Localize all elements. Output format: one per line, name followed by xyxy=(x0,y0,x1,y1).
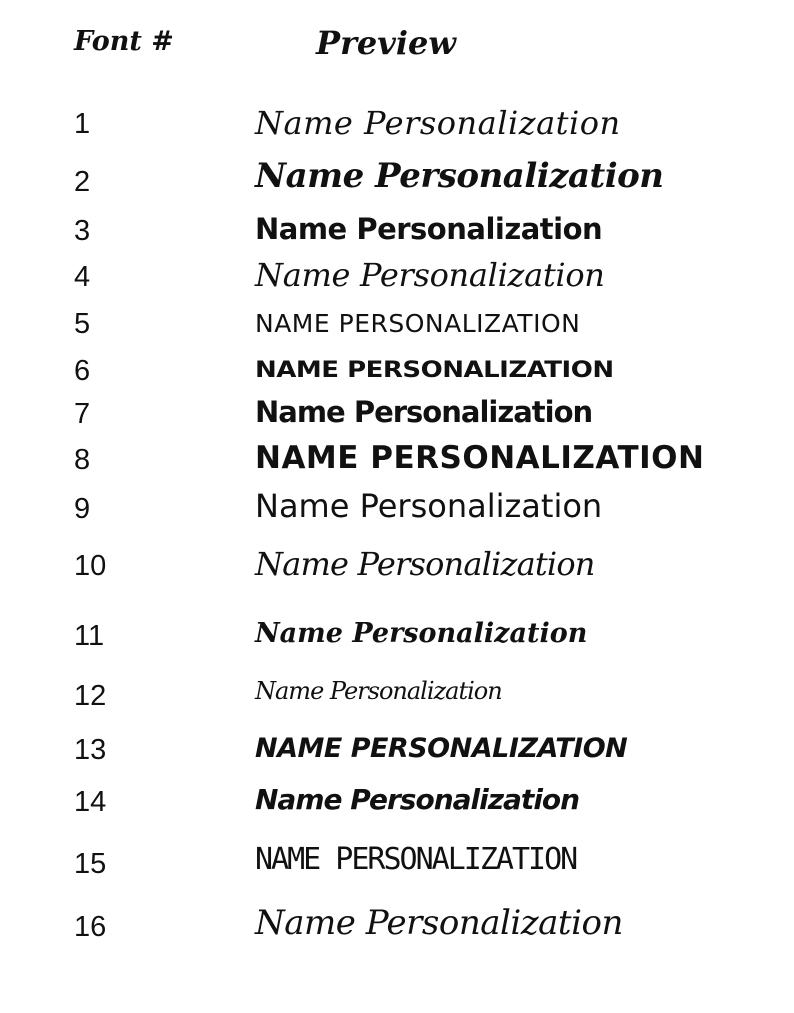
font-number: 4 xyxy=(74,261,91,293)
font-row-7 xyxy=(0,395,794,430)
font-preview: NAME PERSONALIZATION xyxy=(255,357,614,383)
font-row-2 xyxy=(0,156,794,198)
font-number: 13 xyxy=(74,734,107,766)
font-number: 12 xyxy=(74,680,107,712)
font-row-1 xyxy=(0,104,794,142)
font-number: 1 xyxy=(74,108,91,140)
font-number: 7 xyxy=(74,398,91,430)
font-number: 11 xyxy=(74,620,105,652)
font-preview: Name Personalization xyxy=(255,156,664,196)
font-number: 8 xyxy=(74,444,91,476)
font-row-8 xyxy=(0,440,794,476)
font-row-6 xyxy=(0,355,794,387)
font-preview: Name Personalization xyxy=(255,487,603,525)
font-number: 9 xyxy=(74,493,91,525)
font-row-9 xyxy=(0,487,794,525)
font-number: 3 xyxy=(74,215,91,247)
font-row-5 xyxy=(0,308,794,340)
font-row-10 xyxy=(0,545,794,583)
font-preview: Name Personalization xyxy=(255,618,588,649)
font-number: 14 xyxy=(74,786,107,818)
font-number-header: Font # xyxy=(74,26,174,57)
preview-header: Preview xyxy=(316,24,456,62)
font-preview: NAME PERSONALIZATION xyxy=(255,309,581,338)
font-row-14 xyxy=(0,783,794,818)
font-row-3 xyxy=(0,212,794,247)
font-number: 6 xyxy=(74,355,91,387)
font-row-12 xyxy=(0,677,794,712)
font-preview: Name Personalization xyxy=(255,677,502,705)
font-preview: Name Personalization xyxy=(255,104,621,142)
font-preview: Name Personalization xyxy=(255,256,605,294)
font-number: 2 xyxy=(74,166,91,198)
font-row-4 xyxy=(0,256,794,294)
font-preview: Name Personalization xyxy=(255,903,623,943)
font-row-15 xyxy=(0,842,794,880)
font-row-13 xyxy=(0,733,794,766)
font-number: 10 xyxy=(74,550,107,582)
font-preview: Name Personalization xyxy=(255,212,603,246)
font-preview: NAME PERSONALIZATION xyxy=(255,842,577,877)
font-preview: Name Personalization xyxy=(255,783,580,816)
font-number: 15 xyxy=(74,848,107,880)
font-preview: Name Personalization xyxy=(255,395,593,429)
font-row-16 xyxy=(0,903,794,943)
font-number: 5 xyxy=(74,308,91,340)
font-preview: Name Personalization xyxy=(255,545,595,583)
font-number: 16 xyxy=(74,911,107,943)
font-preview: NAME PERSONALIZATION xyxy=(255,440,705,476)
font-row-11 xyxy=(0,618,794,652)
font-preview: NAME PERSONALIZATION xyxy=(255,733,628,764)
